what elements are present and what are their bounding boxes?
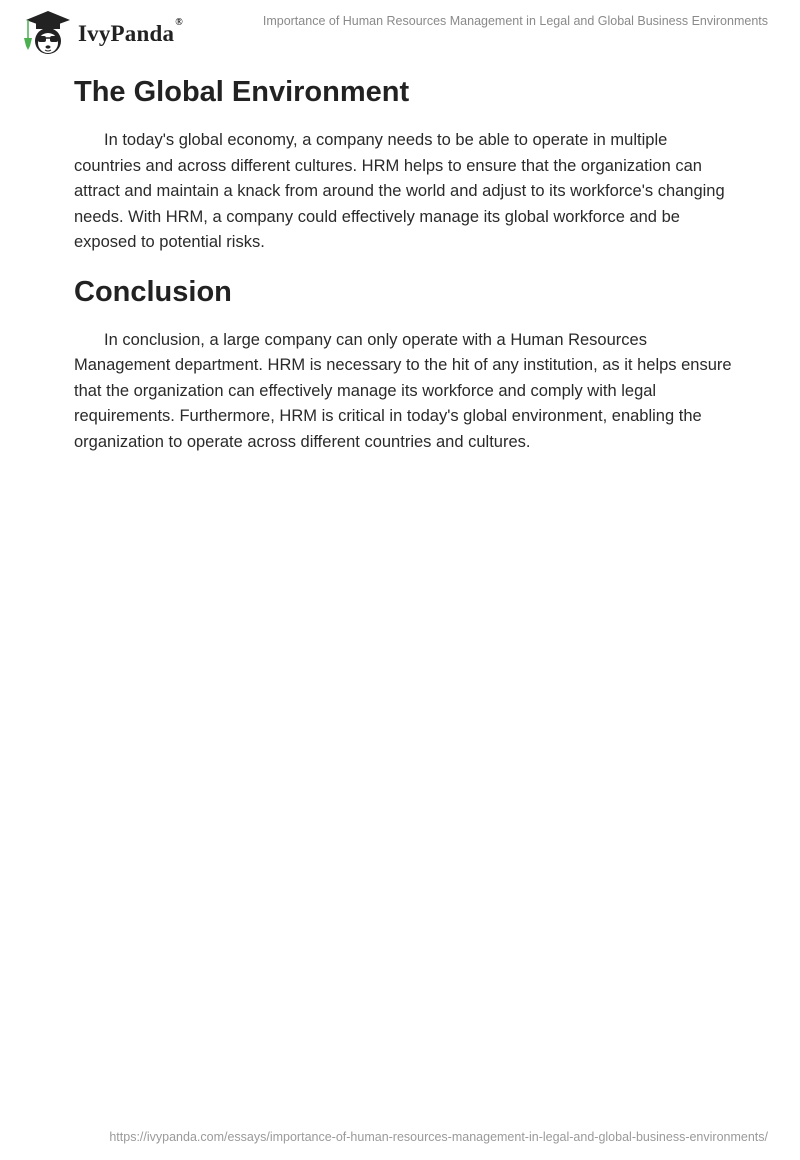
section-heading: The Global Environment (74, 76, 410, 108)
section-heading: Conclusion (74, 275, 232, 308)
document-title: Importance of Human Resources Management in Legal and Global Business Environments (262, 14, 768, 28)
section-conclusion (74, 270, 734, 456)
section-global-environment (74, 70, 734, 256)
page-header (0, 0, 800, 60)
source-url-link[interactable]: https://ivypanda.com/essays/importance-of-human-resources-management-in-legal-and-global-business-environments/ (109, 1130, 768, 1144)
registered-mark: ® (175, 17, 183, 28)
section-paragraph: In conclusion, a large company can only operate with a Human Resources Management department. HRM is necessary to the hit of any institution, as it helps ensure that the organization can effectively manage its workforce and comply with legal requirements. Furthermore, HRM is critical in today's global environment, enabling the organization to operate across different countries and cultures. (74, 330, 732, 451)
essay-content (74, 70, 734, 469)
section-paragraph: In today's global economy, a company needs to be able to operate in multiple countries and across different cultures. HRM helps to ensure that the organization can attract and maintain a knack from around the world and adjust to its workforce's changing needs. With HRM, a company could effectively manage its global workforce and be exposed to potential risks. (74, 131, 725, 251)
ivypanda-logo[interactable] (18, 8, 183, 56)
panda-graduate-icon (18, 8, 74, 56)
logo-text: IvyPanda® (78, 17, 183, 46)
